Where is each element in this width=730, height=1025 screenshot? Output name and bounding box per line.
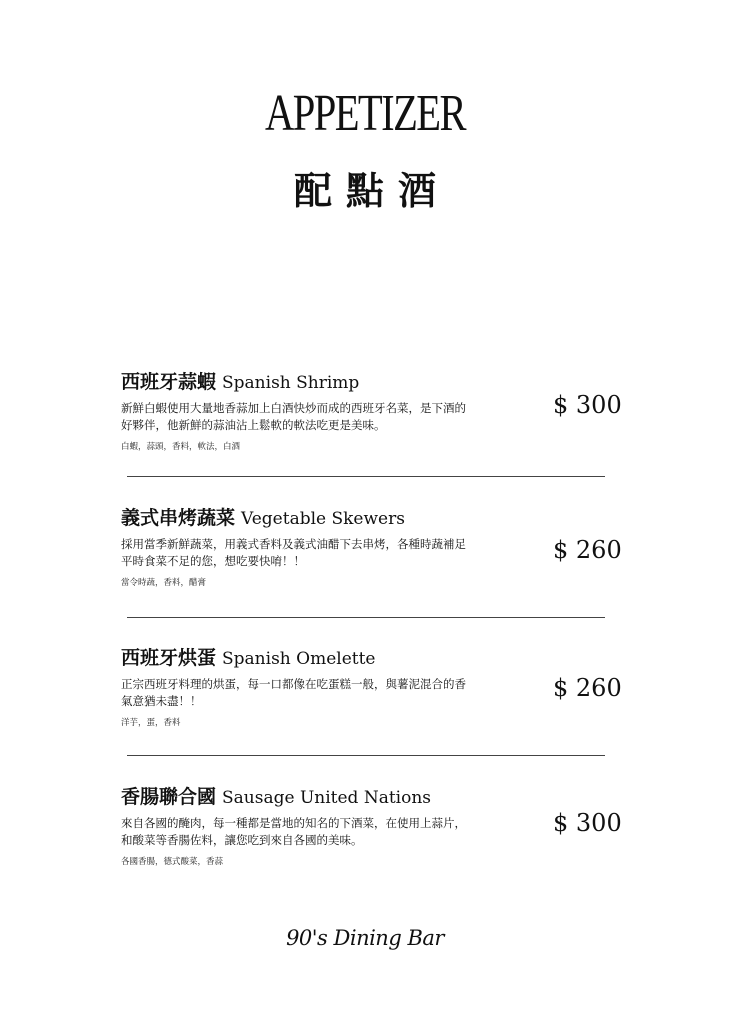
divider [127,476,605,477]
page-title: APPETIZER [264,85,466,142]
item-name-zh: 西班牙蒜蝦 [121,371,217,393]
item-name-en: Spanish Shrimp [222,373,360,393]
menu-item [121,649,611,728]
item-ingredients: 當令時蔬，香料，醋膏 [121,578,207,588]
menu-item [121,373,611,452]
divider [127,617,605,618]
item-description: 新鮮白蝦使用大量地香蒜加上白酒快炒而成的西班牙名菜，是下酒的好夥伴，他新鮮的蒜油沾上鬆軟的軟法吃更是美味。 [121,401,466,432]
item-price: $ 300 [553,391,622,419]
item-price: $ 260 [553,674,622,702]
item-price: $ 300 [553,809,622,837]
item-name-en: Vegetable Skewers [241,509,405,529]
item-description: 來自各國的醃肉，每一種都是當地的知名的下酒菜，在使用上蒜片，和酸菜等香腸佐料，讓您吃到來自各國的美味。 [121,816,466,847]
item-ingredients: 各國香腸，德式酸菜，香蒜 [121,857,224,867]
item-price: $ 260 [553,536,622,564]
item-ingredients: 洋芋，蛋，香料 [121,718,181,728]
menu-item [121,509,611,588]
item-name-zh: 義式串烤蔬菜 [121,507,236,529]
item-name-en: Sausage United Nations [222,788,432,808]
item-name-zh: 西班牙烘蛋 [121,647,217,669]
item-ingredients: 白蝦，蒜頭，香料，軟法，白酒 [121,442,241,452]
divider [127,755,605,756]
menu-item [121,788,611,867]
item-description: 採用當季新鮮蔬菜，用義式香料及義式油醋下去串烤，各種時蔬補足平時食菜不足的您，想吃要快唷！！ [121,537,466,568]
item-description: 正宗西班牙料理的烘蛋，每一口都像在吃蛋糕一般，與薯泥混合的香氣意猶未盡！！ [121,677,466,708]
page-subtitle: 配點酒 [293,168,450,213]
item-name-en: Spanish Omelette [222,649,376,669]
item-name-zh: 香腸聯合國 [121,786,217,808]
brand-footer: 90's Dining Bar [286,926,444,950]
